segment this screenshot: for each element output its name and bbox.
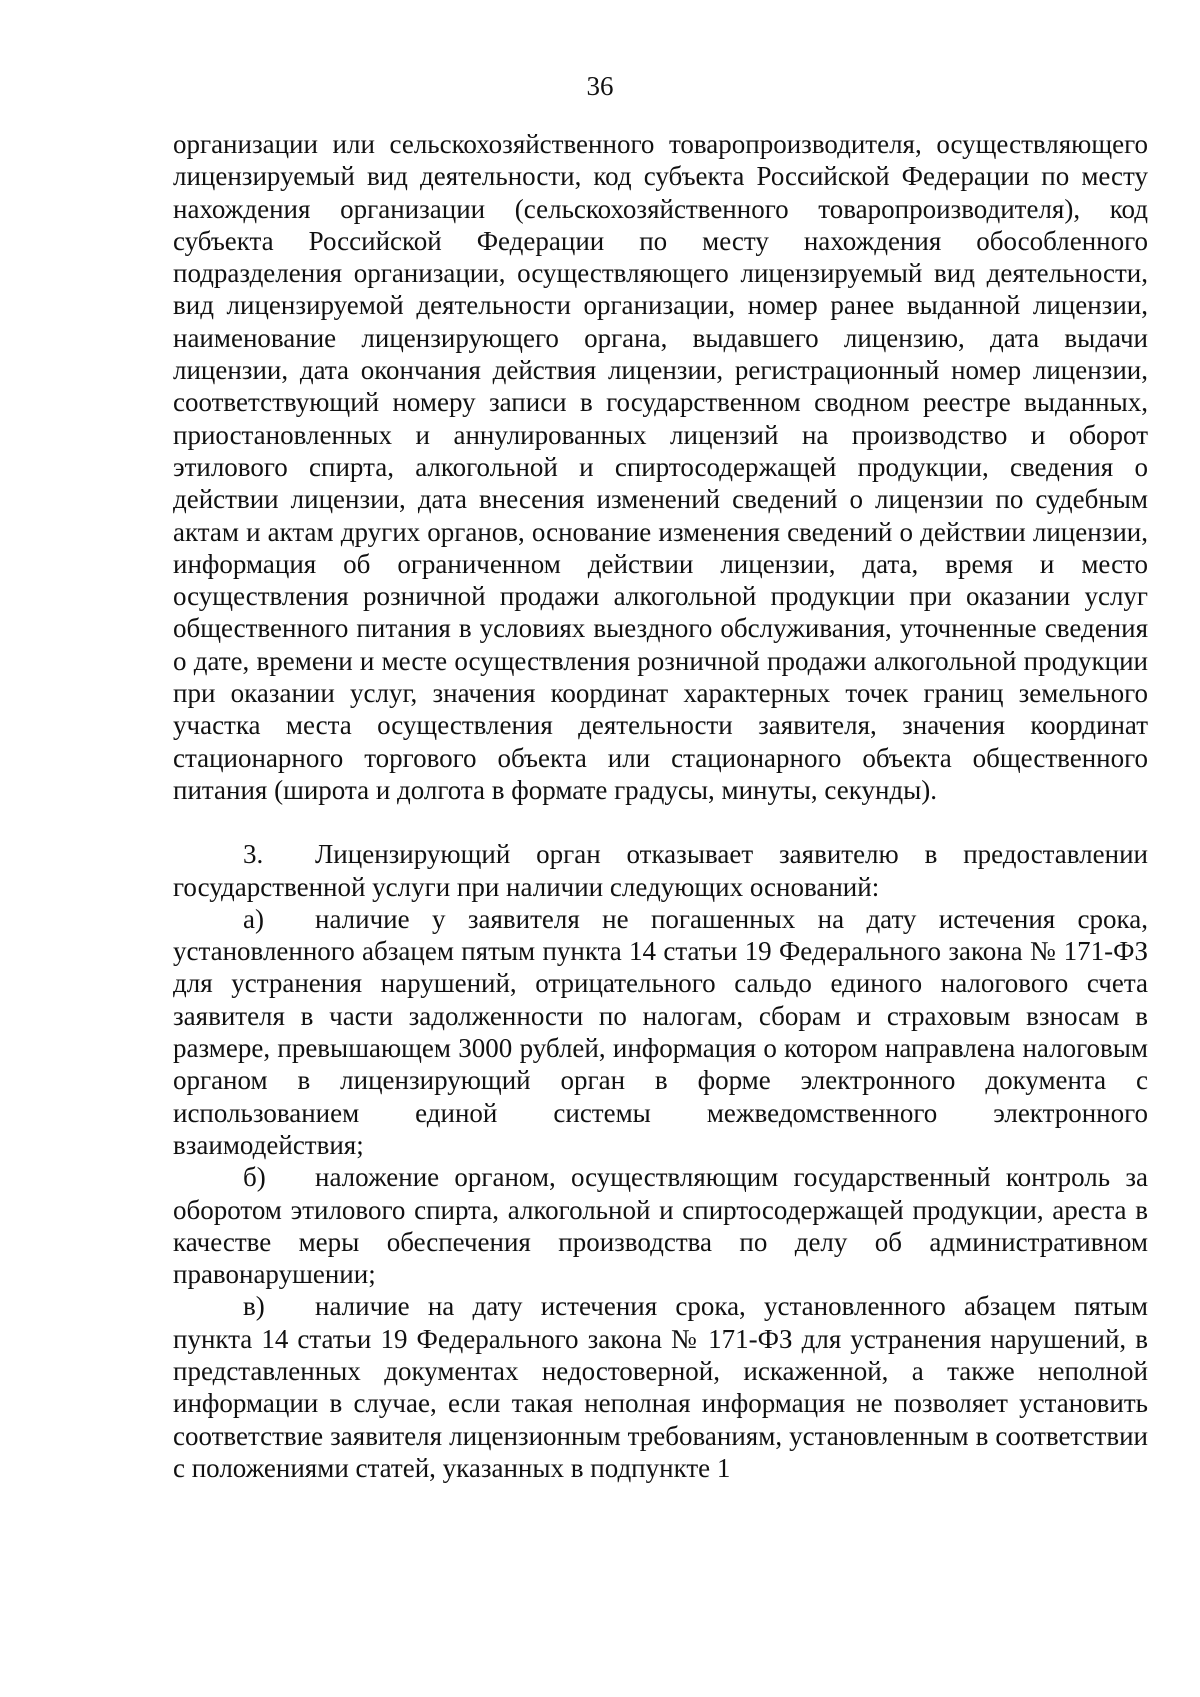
list-item-v-text: наличие на дату истечения срока, установленного абзацем пятым пункта 14 статьи 19 Федерального закона № 171-ФЗ для устранения нарушений, в представленных документах недостоверной, искаженной, а также неполной информации в случае, если такая неполная информация не позволяет установить соответствие заявителя лицензионным требованиям, установленным в соответствии с положениями статей, указанных в подпункте 1: [173, 1291, 1148, 1483]
list-item-b-marker: б): [243, 1162, 266, 1193]
list-item-a: [173, 903, 1148, 1161]
section-3-text: Лицензирующий орган отказывает заявителю в предоставлении государственной услуги при наличии следующих оснований:: [173, 839, 1148, 902]
section-3-marker: 3.: [243, 839, 264, 870]
paragraph-spacer: [173, 806, 1148, 838]
list-item-b-text: наложение органом, осуществляющим государственный контроль за оборотом этилового спирта, алкогольной и спиртосодержащей продукции, ареста в качестве меры обеспечения производства по делу об административном правонарушении;: [173, 1162, 1148, 1290]
list-item-a-text: наличие у заявителя не погашенных на дату истечения срока, установленного абзацем пятым пункта 14 статьи 19 Федерального закона № 171-ФЗ для устранения нарушений, отрицательного сальдо единого налогового счета заявителя в части задолженности по налогам, сборам и страховым взносам в размере, превышающем 3000 рублей, информация о котором направлена налоговым органом в лицензирующий орган в форме электронного документа с использованием единой системы межведомственного электронного взаимодействия;: [173, 903, 1148, 1160]
continuation-paragraph: организации или сельскохозяйственного товаропроизводителя, осуществляющего лицензируемый вид деятельности, код субъекта Российской Федерации по месту нахождения организации (сельскохозяйственного товаропроизводителя), код субъекта Российской Федерации по месту нахождения обособленного подразделения организации, осуществляющего лицензируемый вид деятельности, вид лицензируемой деятельности организации, номер ранее выданной лицензии, наименование лицензирующего органа, выдавшего лицензию, дата выдачи лицензии, дата окончания действия лицензии, регистрационный номер лицензии, соответствующий номеру записи в государственном сводном реестре выданных, приостановленных и аннулированных лицензий на производство и оборот этилового спирта, алкогольной и спиртосодержащей продукции, сведения о действии лицензии, дата внесения изменений сведений о лицензии по судебным актам и актам других органов, основание изменения сведений о действии лицензии, информация об ограниченном действии лицензии, дата, время и место осуществления розничной продажи алкогольной продукции при оказании услуг общественного питания в условиях выездного обслуживания, уточненные сведения о дате, времени и месте осуществления розничной продажи алкогольной продукции при оказании услуг, значения координат характерных точек границ земельного участка места осуществления деятельности заявителя, значения координат стационарного торгового объекта или стационарного объекта общественного питания (широта и долгота в формате градусы, минуты, секунды).: [173, 129, 1148, 805]
list-item-v-marker: в): [243, 1291, 265, 1322]
document-body: [173, 128, 1148, 1484]
page-number: 36: [586, 71, 614, 101]
section-3-paragraph: [173, 838, 1148, 903]
list-item-v: [173, 1290, 1148, 1484]
list-item-b: [173, 1161, 1148, 1290]
list-item-a-marker: а): [243, 903, 264, 934]
